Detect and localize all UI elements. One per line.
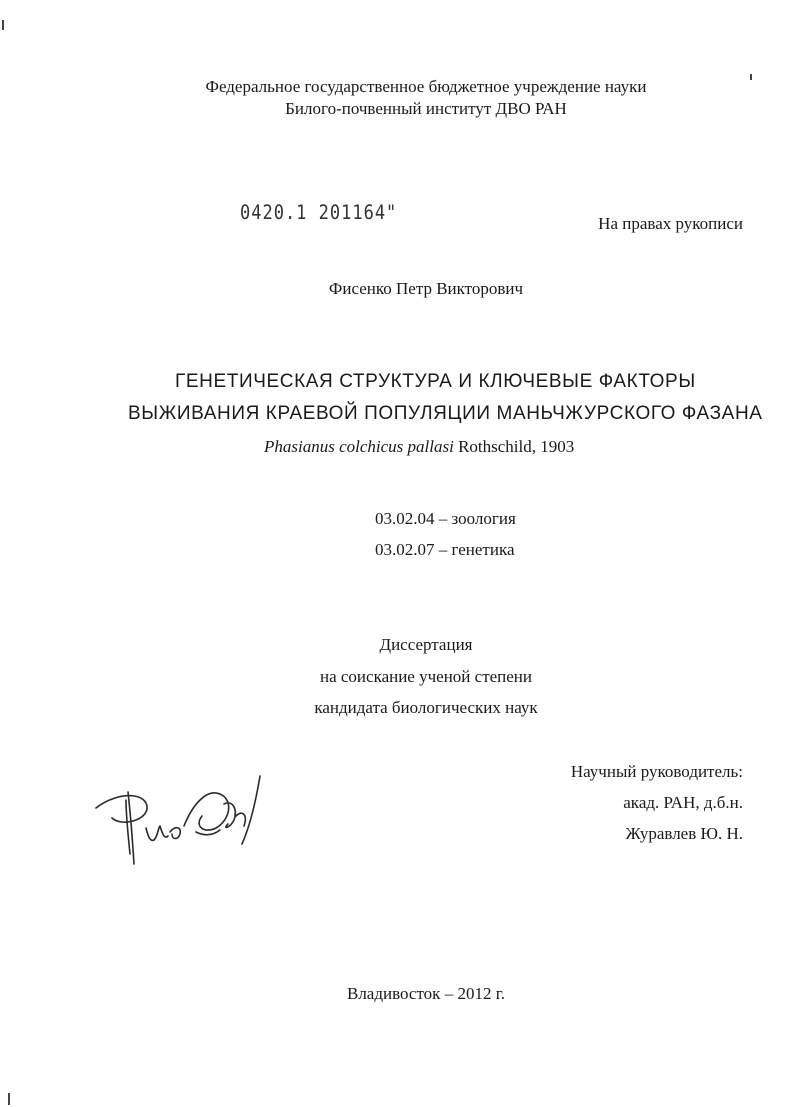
scan-mark-bottom-left — [8, 1093, 10, 1105]
species-name — [264, 436, 574, 458]
dissertation-degree-line: на соискание ученой степени — [319, 667, 533, 686]
species-author: Rothschild, 1903 — [453, 437, 575, 456]
dissertation-field-line: кандидата биологических наук — [314, 698, 538, 717]
registration-stamp: 0420.1 201164" — [240, 201, 398, 225]
author-name: Фисенко Петр Викторович — [328, 279, 524, 298]
supervisor-degree: акад. РАН, д.б.н. — [623, 793, 743, 812]
handwritten-signature — [92, 770, 272, 870]
species-latin: Phasianus colchicus pallasi — [264, 437, 454, 456]
specialty-genetics: 03.02.07 – генетика — [375, 540, 515, 559]
specialty-zoology: 03.02.04 – зоология — [375, 509, 516, 528]
supervisor-label: Научный руководитель: — [570, 762, 743, 781]
title-line-2: ВЫЖИВАНИЯ КРАЕВОЙ ПОПУЛЯЦИИ МАНЬЧЖУРСКОГО ФАЗАНА — [128, 403, 763, 424]
title-line-1: ГЕНЕТИЧЕСКАЯ СТРУКТУРА И КЛЮЧЕВЫЕ ФАКТОРЫ — [175, 371, 696, 392]
place-and-year: Владивосток – 2012 г. — [346, 984, 505, 1003]
scan-mark-top-left — [2, 20, 4, 30]
rights-label: На правах рукописи — [598, 214, 743, 233]
dissertation-label: Диссертация — [379, 635, 473, 654]
supervisor-name: Журавлев Ю. Н. — [625, 824, 743, 843]
institution-line-2: Билого-почвенный институт ДВО РАН — [285, 99, 567, 118]
institution-line-1: Федеральное государственное бюджетное учреждение науки — [205, 77, 647, 96]
